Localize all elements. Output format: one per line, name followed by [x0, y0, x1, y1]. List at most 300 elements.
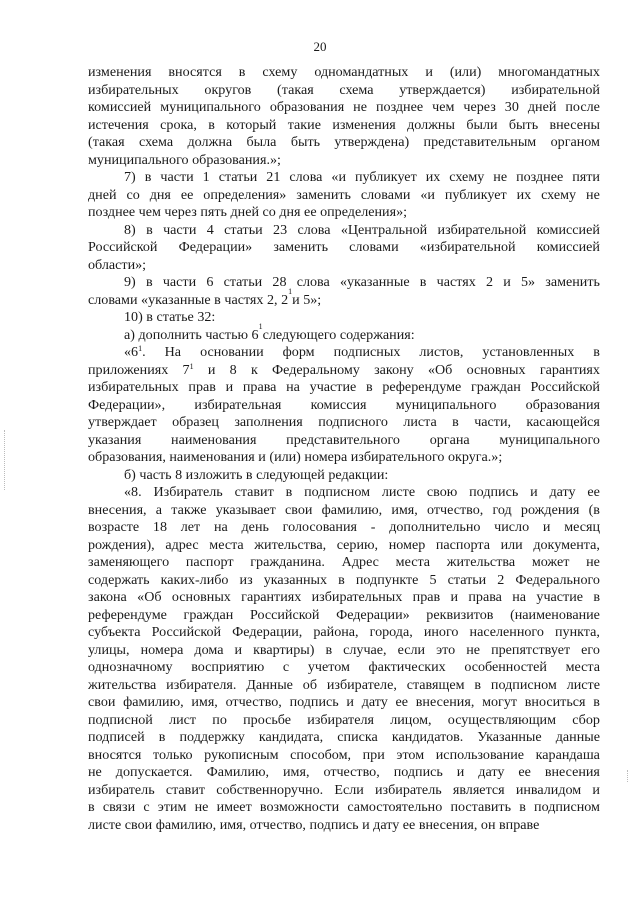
- word: и: [456, 764, 465, 780]
- word: части: [162, 274, 197, 290]
- word: жительства,: [254, 536, 327, 553]
- word: к: [250, 361, 258, 378]
- word: не: [493, 169, 508, 185]
- text-line: [88, 729, 600, 747]
- word: дней: [527, 99, 557, 115]
- word: срока,: [160, 116, 197, 133]
- word: должна: [187, 134, 233, 150]
- text-line: позднее чем через пять дней со дня ее определения»;: [88, 204, 408, 220]
- word: фамилию,: [321, 501, 383, 518]
- word: словами: [349, 239, 399, 255]
- word: Адрес: [341, 554, 379, 570]
- word: подписей: [88, 729, 145, 745]
- word: на: [512, 589, 527, 605]
- word: возможности: [259, 799, 340, 815]
- word: Российской: [249, 606, 320, 623]
- word: месяц: [564, 519, 600, 535]
- page-number: 20: [313, 39, 327, 54]
- word: в: [285, 484, 293, 500]
- word: Избиратель: [153, 484, 223, 500]
- word: подписных: [333, 344, 401, 360]
- word: поставить: [450, 799, 512, 815]
- word: схема: [339, 81, 374, 98]
- word: комиссией: [88, 99, 152, 115]
- word: 18: [152, 519, 167, 535]
- word: основании: [200, 344, 264, 360]
- word: Федерации,: [232, 624, 303, 640]
- word: при: [362, 746, 385, 763]
- word: ее: [587, 484, 600, 500]
- word: быть: [508, 116, 539, 133]
- word: рождения: [520, 501, 580, 518]
- scan-margin-artifact: [4, 430, 7, 490]
- word: реквизитов: [426, 606, 494, 623]
- word: лет: [180, 519, 201, 535]
- word: дней: [88, 186, 117, 203]
- word: дату: [549, 484, 576, 500]
- word: 2: [497, 571, 505, 588]
- word: словами: [360, 186, 411, 203]
- word: публикует: [355, 169, 417, 185]
- word: 1: [202, 169, 210, 185]
- word: схема: [139, 134, 174, 150]
- word: Российской: [151, 624, 222, 640]
- word: органа: [429, 431, 470, 448]
- word: закону: [374, 361, 414, 378]
- word: были: [466, 116, 498, 133]
- text-line: [88, 484, 600, 502]
- word: части,: [474, 414, 512, 430]
- word: каких-либо: [160, 571, 229, 588]
- word: с: [282, 659, 290, 675]
- word: в: [474, 676, 482, 693]
- paragraph: [88, 222, 600, 275]
- word: Данные: [246, 676, 293, 693]
- word: «Об: [137, 589, 162, 605]
- text-line: [88, 694, 600, 712]
- word: восприятию: [191, 659, 265, 675]
- word: «и: [331, 169, 347, 185]
- word: приложениях: [88, 361, 169, 378]
- text-line: [88, 572, 600, 590]
- word: слова: [289, 169, 323, 185]
- word: и: [225, 379, 234, 395]
- word: субъекта: [88, 624, 141, 640]
- word: свою: [426, 484, 458, 500]
- word: использование: [435, 746, 525, 763]
- text-line: [88, 99, 600, 117]
- word: заполнения: [234, 414, 303, 430]
- word: из: [239, 571, 253, 588]
- word: «8.: [124, 484, 142, 500]
- word: и: [592, 781, 600, 798]
- word: образования: [269, 99, 345, 115]
- word: год: [492, 501, 512, 518]
- word: подписном: [304, 484, 371, 500]
- word: 7): [124, 169, 136, 185]
- text-line: листе свои фамилию, имя, отчество, подпись и дату ее внесения, он вправе: [88, 816, 540, 833]
- text-line: [88, 747, 600, 765]
- word: дату: [361, 694, 388, 710]
- word: если: [397, 641, 426, 658]
- word: могут: [482, 694, 518, 710]
- word: который: [226, 116, 277, 133]
- word: дату: [478, 764, 505, 780]
- word: в: [338, 571, 345, 588]
- word: в: [593, 589, 600, 605]
- word: $7^1$: [182, 361, 194, 378]
- word: имеет: [216, 799, 252, 815]
- word: возрасте: [88, 519, 140, 535]
- paragraph: [88, 274, 600, 309]
- word: жительства: [88, 676, 157, 693]
- word: в: [158, 729, 166, 745]
- text-line: [88, 764, 600, 782]
- word: подписного: [318, 414, 388, 430]
- text-line: [88, 554, 600, 572]
- word: внесения,: [88, 501, 147, 518]
- word: основных: [466, 361, 526, 378]
- word: паспорт: [185, 554, 234, 570]
- word: об: [302, 676, 317, 693]
- word: Если: [334, 781, 364, 798]
- word: документа,: [533, 536, 600, 553]
- word: Российской: [88, 239, 158, 255]
- word: дня: [149, 186, 171, 203]
- word: не: [353, 99, 367, 115]
- word: гарантиях: [539, 361, 600, 378]
- word: на: [213, 519, 228, 535]
- word: кандидатов.: [391, 729, 464, 745]
- word: данные: [555, 729, 600, 745]
- word: слова: [296, 274, 330, 290]
- word: части: [160, 169, 194, 185]
- word: жительства: [446, 554, 516, 570]
- text-line: [88, 274, 600, 292]
- word: в: [146, 221, 153, 238]
- word: по: [212, 711, 227, 728]
- word: избирателе,: [326, 676, 397, 693]
- word: 2: [485, 274, 493, 290]
- word: статьи: [218, 169, 258, 185]
- word: заменяющего: [88, 554, 170, 570]
- word: слова: [297, 221, 331, 238]
- word: ее: [395, 694, 409, 710]
- word: избирательных: [88, 81, 179, 98]
- word: (такая: [88, 134, 125, 150]
- word: или: [500, 536, 523, 553]
- word: «избирательной: [419, 239, 516, 255]
- word: избирательной: [437, 221, 527, 238]
- word: позднее: [516, 169, 564, 185]
- word: 30: [504, 99, 519, 115]
- word: части: [163, 221, 197, 238]
- word: карандаша: [535, 746, 600, 763]
- word: не: [88, 764, 102, 780]
- word: города,: [369, 624, 413, 640]
- word: статьи: [224, 221, 263, 238]
- word: в: [365, 379, 373, 395]
- text-line: [88, 134, 600, 152]
- word: в: [325, 641, 333, 658]
- word: только: [153, 746, 193, 763]
- word: содержать: [88, 571, 150, 588]
- word: статьи: [447, 571, 487, 588]
- word: внесения: [544, 764, 600, 780]
- word: лист: [169, 711, 197, 728]
- word: форм: [282, 344, 315, 360]
- word: была: [246, 134, 277, 150]
- text-line: [88, 432, 600, 450]
- word: кандидата,: [258, 729, 324, 745]
- word: ее: [518, 764, 531, 780]
- word: рукописным: [204, 746, 279, 763]
- text-line: [88, 519, 600, 537]
- word: права: [468, 589, 502, 605]
- text-line: [88, 239, 600, 257]
- word: должны: [407, 116, 455, 133]
- word: (в: [588, 501, 600, 518]
- word: комиссия: [310, 396, 367, 413]
- word: подписной: [88, 711, 153, 728]
- word: вноситься: [524, 694, 586, 710]
- word: и: [346, 694, 354, 710]
- paragraph: [88, 484, 600, 834]
- word: заменить: [296, 186, 351, 203]
- word: указанных: [263, 571, 328, 588]
- text-line: [88, 502, 600, 520]
- text-line: [88, 712, 600, 730]
- word: допускается.: [115, 764, 193, 780]
- paragraph: [88, 309, 600, 327]
- word: подписном: [490, 676, 557, 693]
- document-body: [88, 64, 600, 834]
- word: их: [425, 169, 441, 185]
- word: не: [586, 554, 600, 570]
- text-line: муниципального образования.»;: [88, 151, 281, 168]
- word: схему: [449, 169, 485, 185]
- word: в: [519, 799, 526, 815]
- word: статьи: [223, 274, 263, 290]
- word: комиссией: [536, 221, 600, 238]
- word: внесены: [549, 116, 600, 133]
- word: заменить: [273, 239, 328, 255]
- text-line: [88, 589, 600, 607]
- word: 28: [272, 274, 287, 290]
- word: ставит: [234, 484, 274, 500]
- text-line: [88, 344, 600, 362]
- word: пункта,: [555, 624, 600, 640]
- word: населенного: [469, 624, 544, 640]
- word: дополнительно: [389, 519, 481, 535]
- word: муниципального: [395, 396, 497, 413]
- word: и: [425, 64, 433, 80]
- word: листе: [381, 484, 416, 500]
- word: 8: [229, 361, 237, 378]
- text-line: 10) в статье 32:: [124, 309, 216, 325]
- word: внесения,: [415, 694, 475, 710]
- text-line: [88, 607, 600, 625]
- word: учетом: [307, 659, 350, 675]
- word: лицом,: [390, 711, 432, 728]
- word: вносятся: [168, 64, 222, 80]
- word: фамилию,: [123, 694, 184, 710]
- word: с: [143, 799, 150, 815]
- word: препятствует: [491, 641, 571, 658]
- word: определения»: [203, 186, 287, 203]
- paragraph: [88, 64, 600, 169]
- word: избиратель: [375, 781, 442, 798]
- word: свои: [285, 501, 313, 518]
- word: 5»: [520, 274, 536, 290]
- word: касающейся: [526, 414, 600, 430]
- word: 8): [124, 221, 136, 238]
- word: в: [88, 799, 95, 815]
- word: граждан: [183, 606, 234, 623]
- text-line: [88, 677, 600, 695]
- word: может: [531, 554, 570, 570]
- word: Федерального: [515, 571, 600, 588]
- text-line: б) часть 8 изложить в следующей редакции:: [124, 466, 389, 483]
- word: Федерации»: [178, 239, 253, 255]
- word: граждан: [470, 379, 521, 395]
- word: избирательной: [511, 81, 600, 98]
- word: на: [286, 379, 300, 395]
- word: округов: [204, 81, 252, 98]
- word: представительного: [286, 431, 400, 448]
- word: места: [395, 554, 431, 570]
- word: особенностей: [464, 659, 547, 675]
- word: закона: [88, 589, 127, 605]
- text-line: [88, 414, 600, 432]
- word: утверждает: [88, 414, 157, 430]
- word: инвалидом: [515, 781, 582, 798]
- word: (наименование: [510, 606, 600, 623]
- word: способом,: [290, 746, 352, 763]
- text-line: [88, 82, 600, 100]
- word: и: [234, 641, 243, 658]
- text-line: [88, 799, 600, 817]
- text-line: [88, 187, 600, 205]
- text-line: [88, 642, 600, 660]
- text-line: [88, 397, 600, 415]
- word: -: [370, 519, 376, 535]
- text-line: [88, 537, 600, 555]
- word: пяти: [572, 169, 600, 185]
- text-line: [88, 117, 600, 135]
- word: отчество,: [427, 501, 484, 518]
- word: самостоятельно: [347, 799, 443, 815]
- word: в: [145, 274, 153, 290]
- word: номера: [140, 641, 184, 658]
- text-line: [88, 659, 600, 677]
- word: ставящем: [406, 676, 465, 693]
- word: иного: [423, 624, 459, 640]
- word: является: [452, 781, 505, 798]
- word: указывает: [215, 501, 276, 518]
- word: заменить: [545, 274, 600, 290]
- word: имя,: [191, 694, 218, 710]
- word: голосования: [282, 519, 357, 535]
- word: избирательная: [194, 396, 282, 413]
- word: прав: [188, 379, 216, 395]
- word: и: [530, 484, 538, 500]
- word: гарантиях: [241, 589, 302, 605]
- word: 5: [429, 571, 437, 588]
- word: число: [494, 519, 530, 535]
- word: муниципального: [160, 99, 261, 115]
- word: избирателя.: [166, 676, 237, 693]
- word: избирательных: [88, 379, 179, 395]
- word: и: [542, 519, 551, 535]
- word: списка: [337, 729, 378, 745]
- word: образования: [525, 396, 600, 413]
- word: «$6^1$.: [124, 344, 146, 360]
- word: чем: [432, 99, 455, 115]
- word: в: [593, 694, 600, 710]
- word: утверждена): [334, 134, 410, 150]
- word: комиссией: [536, 239, 600, 255]
- word: участие: [536, 589, 584, 605]
- word: в: [452, 414, 459, 430]
- word: и: [207, 361, 216, 378]
- text-line: а) дополнить частью 6 1 следующего содержания:: [124, 321, 415, 343]
- text-line: образования, наименования и (или) номера избирательного округа.»;: [88, 449, 503, 465]
- word: «указанные: [339, 274, 410, 290]
- word: избирательных: [311, 589, 403, 605]
- paragraph: [88, 321, 600, 345]
- word: паспорта: [435, 536, 490, 553]
- word: Федеральному: [272, 361, 360, 378]
- word: его: [581, 641, 600, 658]
- word: Федерации»: [336, 606, 410, 623]
- word: квартиры): [253, 641, 315, 658]
- word: На: [164, 344, 182, 360]
- word: отчество,: [323, 764, 380, 780]
- word: это: [436, 641, 456, 658]
- word: образец: [172, 414, 219, 430]
- text-line: [88, 169, 600, 187]
- paragraph: [88, 344, 600, 467]
- word: представительным: [423, 134, 537, 150]
- text-line: [88, 222, 600, 240]
- word: избирателя: [307, 711, 374, 728]
- word: места: [565, 659, 600, 675]
- word: день: [241, 519, 269, 535]
- word: Российской: [530, 379, 600, 395]
- word: этим: [157, 799, 187, 815]
- word: их: [516, 186, 532, 203]
- word: основных: [171, 589, 231, 605]
- word: изменения: [332, 116, 396, 133]
- word: подпись: [289, 694, 339, 710]
- word: установленных: [482, 344, 575, 360]
- word: подпись: [469, 484, 519, 500]
- word: подпись: [393, 764, 443, 780]
- word: собственноручно.: [216, 781, 324, 798]
- word: многомандатных: [498, 64, 600, 80]
- word: улицы,: [88, 641, 130, 658]
- word: сбор: [572, 711, 600, 728]
- word: в: [238, 64, 246, 80]
- word: просьбе: [243, 711, 292, 728]
- word: не: [194, 799, 209, 815]
- text-line: [88, 782, 600, 800]
- word: гражданина.: [250, 554, 325, 570]
- word: не: [586, 186, 600, 203]
- word: района,: [313, 624, 359, 640]
- word: адрес: [165, 536, 199, 553]
